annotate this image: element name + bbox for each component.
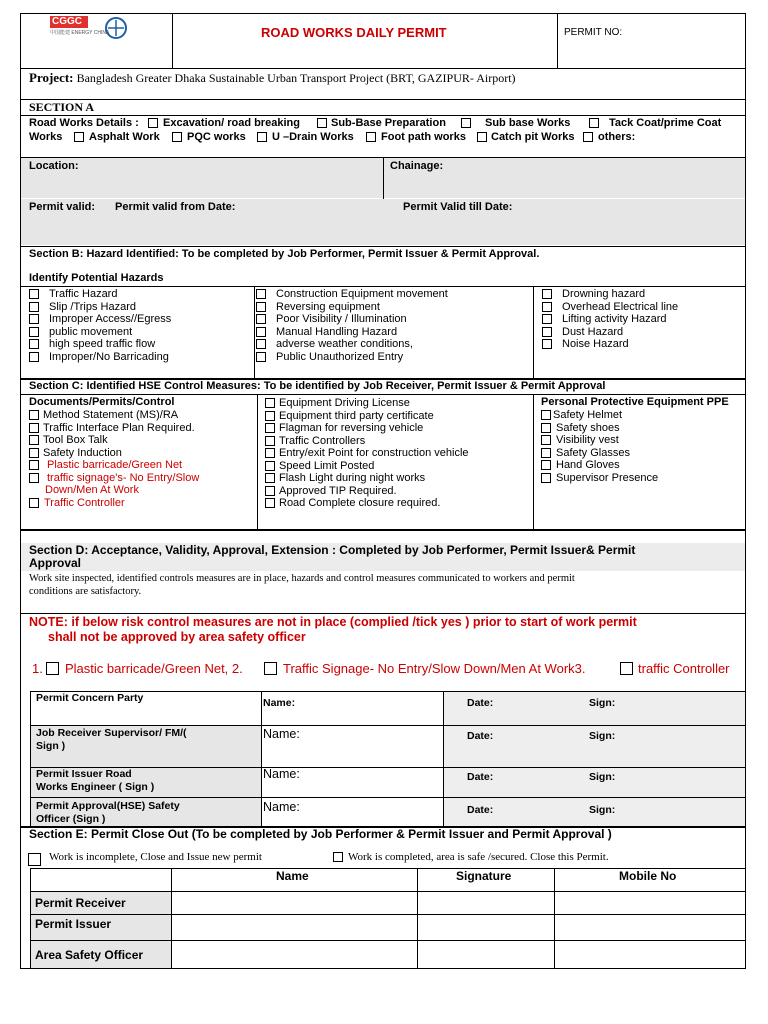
control-item[interactable] (29, 459, 254, 472)
control-label: Road Complete closure required. (279, 497, 441, 509)
ppe-checkbox[interactable] (541, 460, 551, 470)
control-label: Method Statement (MS)/RA (43, 409, 179, 421)
control-label: Traffic Controller (44, 496, 125, 509)
road-works-label: Road Works Details : (29, 117, 139, 129)
ppe-label: Visibility vest (556, 434, 619, 446)
permit-no-label: PERMIT NO: (564, 27, 623, 38)
checkbox-others[interactable] (583, 132, 593, 142)
control-checkbox[interactable] (265, 423, 275, 433)
control-label: Traffic Interface Plan Required. (43, 421, 195, 434)
work-sub-base-preparation: Sub-Base Preparation (331, 117, 446, 129)
ppe-item[interactable] (541, 422, 741, 435)
control-item[interactable] (265, 472, 530, 485)
hazard-item[interactable] (256, 313, 531, 326)
party-label: Permit Approval(HSE) Safety (36, 800, 180, 812)
hazard-label: Improper Access//Egress (49, 313, 172, 325)
hazard-checkbox[interactable] (256, 314, 266, 324)
measure-checkbox-3[interactable] (620, 662, 633, 675)
control-item[interactable] (265, 410, 530, 423)
hazard-label: Construction Equipment movement (276, 288, 448, 300)
work-foot-path: Foot path works (381, 131, 466, 143)
col-mobile-header: Mobile No (619, 869, 677, 883)
control-list-1 (29, 409, 254, 509)
hazard-label: Overhead Electrical line (562, 300, 679, 313)
measure-checkbox-2[interactable] (264, 662, 277, 675)
hazard-label: public movement (49, 325, 133, 338)
hazard-checkbox[interactable] (542, 302, 552, 312)
hazard-checkbox[interactable] (542, 339, 552, 349)
control-item[interactable] (265, 422, 530, 435)
ppe-label: Safety Glasses (556, 446, 630, 459)
hazard-label: Traffic Hazard (49, 288, 118, 300)
control-label: Flash Light during night works (279, 472, 426, 484)
valid-till-label: Permit Valid till Date: (403, 201, 513, 213)
closeout-row-label: Permit Issuer (35, 917, 112, 931)
hazard-checkbox[interactable] (29, 339, 39, 349)
hazard-item[interactable] (256, 338, 531, 351)
hazard-label: high speed traffic flow (49, 338, 156, 350)
section-d-title: Section D: Acceptance, Validity, Approval, Extension : Completed by Job Performer, Permit Issuer& Permit (29, 543, 636, 557)
party-label: Permit Issuer Road (36, 768, 132, 780)
control-checkbox[interactable] (265, 436, 275, 446)
section-b-title: Section B: Hazard Identified: To be completed by Job Performer, Permit Issuer & Permit Approval. (29, 248, 540, 260)
section-d-statement-2: conditions are satisfactory. (29, 586, 142, 597)
control-label: Speed Limit Posted (279, 459, 375, 472)
control-item[interactable] (265, 447, 530, 460)
date-field[interactable]: Date: (467, 804, 494, 816)
hazard-label: Drowning hazard (562, 288, 646, 300)
control-label: Approved TIP Required. (279, 484, 397, 497)
section-a-title: SECTION A (29, 100, 95, 114)
ppe-checkbox[interactable] (541, 448, 551, 458)
control-item[interactable] (265, 460, 530, 473)
checkbox-sub-base-works[interactable] (461, 118, 471, 128)
date-field[interactable]: Date: (467, 697, 494, 709)
section-d-statement: Work site inspected, identified controls measures are in place, hazards and control measures communicated to workers and permit (29, 573, 575, 584)
closeout-signature-cell[interactable] (418, 892, 553, 914)
hazard-item[interactable] (29, 351, 249, 364)
section-c-title: Section C: Identified HSE Control Measures: To be identified by Job Receiver, Permit Issuer & Permit Approval (29, 380, 606, 392)
checkbox-asphalt-work[interactable] (74, 132, 84, 142)
hazard-label: adverse weather conditions, (276, 338, 413, 350)
control-label: Down/Men At Work (45, 484, 139, 496)
measure-3: traffic Controller (638, 661, 730, 676)
party-label: Job Receiver Supervisor/ FM/( (36, 727, 187, 739)
work-pqc: PQC works (187, 131, 246, 143)
col-signature-header: Signature (456, 869, 512, 883)
checkbox-excavation[interactable] (148, 118, 158, 128)
measure-checkbox-1[interactable] (46, 662, 59, 675)
date-field[interactable]: Date: (467, 771, 494, 783)
ppe-item[interactable] (541, 472, 741, 485)
documents-header: Documents/Permits/Control (29, 396, 175, 408)
control-checkbox[interactable] (29, 498, 39, 508)
control-checkbox[interactable] (265, 461, 275, 471)
hazard-checkbox[interactable] (29, 302, 39, 312)
ppe-label: Safety Helmet (553, 409, 623, 421)
form-title: ROAD WORKS DAILY PERMIT (261, 25, 447, 40)
section-d-title-2: Approval (29, 556, 82, 570)
hazard-checkbox[interactable] (256, 339, 266, 349)
hazard-item[interactable] (256, 351, 531, 364)
control-checkbox[interactable] (265, 486, 275, 496)
control-item[interactable] (265, 497, 530, 510)
control-checkbox[interactable] (29, 448, 39, 458)
option-incomplete: Work is incomplete, Close and Issue new permit (49, 851, 262, 863)
control-checkbox[interactable] (29, 410, 39, 420)
control-item[interactable] (29, 422, 254, 435)
measure-2: Traffic Signage- No Entry/Slow Down/Men At Work3. (283, 661, 586, 676)
name-field[interactable]: Name: (263, 697, 296, 709)
control-label: Entry/exit Point for construction vehicle (279, 447, 469, 459)
control-label: Tool Box Talk (43, 434, 108, 446)
hazard-item[interactable] (29, 288, 249, 301)
hazard-item[interactable] (256, 326, 531, 339)
hazard-checkbox[interactable] (542, 327, 552, 337)
control-item-continued (29, 484, 254, 497)
valid-from-label: Permit valid from Date: (115, 201, 236, 213)
checkbox-tack-coat[interactable] (589, 118, 599, 128)
hazard-checkbox[interactable] (542, 314, 552, 324)
hazard-label: Noise Hazard (562, 338, 629, 350)
hazard-list-3 (542, 288, 742, 351)
permit-valid-label: Permit valid: (29, 201, 96, 213)
logo-text: CGGC (52, 16, 82, 27)
hazard-item[interactable] (256, 301, 531, 314)
work-sub-base-works: Sub base Works (485, 117, 571, 129)
work-others: others: (598, 131, 636, 143)
closeout-name-cell[interactable] (172, 892, 416, 914)
date-field[interactable]: Date: (467, 730, 494, 742)
hazard-checkbox[interactable] (256, 289, 266, 299)
ppe-label: Safety shoes (556, 421, 620, 434)
hazard-item[interactable] (542, 338, 742, 351)
party-label: Permit Concern Party (36, 692, 144, 704)
control-item[interactable] (29, 434, 254, 447)
control-item[interactable] (29, 472, 254, 485)
option-completed: Work is completed, area is safe /secured. Close this Permit. (348, 851, 609, 863)
hazard-checkbox[interactable] (29, 352, 39, 362)
work-asphalt: Asphalt Work (89, 131, 160, 143)
identify-hazards-label: Identify Potential Hazards (29, 272, 164, 284)
control-checkbox[interactable] (29, 473, 39, 483)
control-label: traffic signage's- No Entry/Slow (47, 471, 200, 484)
hazard-label: Improper/No Barricading (49, 350, 169, 363)
control-checkbox[interactable] (265, 398, 275, 408)
control-checkbox[interactable] (29, 423, 39, 433)
risk-note-2: shall not be approved by area safety officer (48, 630, 306, 644)
hazard-checkbox[interactable] (256, 352, 266, 362)
closeout-mobile-cell[interactable] (555, 892, 744, 914)
hazard-checkbox[interactable] (256, 327, 266, 337)
ppe-checkbox[interactable] (541, 435, 551, 445)
control-item[interactable] (265, 485, 530, 498)
control-item[interactable] (265, 397, 530, 410)
hazard-item[interactable] (29, 301, 249, 314)
hazard-label: Dust Hazard (562, 325, 624, 338)
control-checkbox[interactable] (265, 473, 275, 483)
section-e-title: Section E: Permit Close Out (To be completed by Job Performer & Permit Issuer and Permit Approval ) (29, 827, 612, 841)
project-label: Project: (29, 70, 74, 85)
name-field[interactable]: Name: (263, 727, 300, 741)
checkbox-sub-base-preparation[interactable] (317, 118, 327, 128)
control-checkbox[interactable] (265, 448, 275, 458)
checkbox-pqc-works[interactable] (172, 132, 182, 142)
hazard-checkbox[interactable] (542, 289, 552, 299)
work-u-drain: U –Drain Works (272, 131, 354, 143)
company-logo (50, 16, 130, 44)
sign-field[interactable]: Sign: (589, 730, 616, 742)
checkbox-completed[interactable] (333, 852, 343, 862)
ppe-checkbox[interactable] (541, 423, 551, 433)
hazard-item[interactable] (256, 288, 531, 301)
hazard-item[interactable] (542, 313, 742, 326)
project-line (29, 71, 516, 86)
ppe-checkbox[interactable] (541, 410, 551, 420)
ppe-checkbox[interactable] (541, 473, 551, 483)
works-prefix: Works (29, 131, 63, 143)
checkbox-u-drain[interactable] (257, 132, 267, 142)
party-label-2: Works Engineer ( Sign ) (36, 781, 155, 793)
closeout-row-label: Area Safety Officer (35, 948, 144, 962)
permit-no-field[interactable] (630, 16, 742, 64)
measure-1: Plastic barricade/Green Net, 2. (65, 661, 243, 676)
col-name-header: Name (276, 869, 309, 883)
control-checkbox[interactable] (29, 460, 39, 470)
logo-subtext: 中国能建 ENERGY CHINA (50, 30, 110, 36)
work-catch-pit: Catch pit Works (491, 131, 575, 143)
work-excavation: Excavation/ road breaking (163, 117, 300, 129)
hazard-checkbox[interactable] (256, 302, 266, 312)
hazard-checkbox[interactable] (29, 327, 39, 337)
control-label: Equipment third party certificate (279, 409, 434, 422)
control-checkbox[interactable] (265, 411, 275, 421)
ppe-item[interactable] (541, 434, 741, 447)
ppe-header: Personal Protective Equipment PPE (541, 396, 729, 408)
ppe-label: Hand Gloves (556, 459, 620, 471)
hazard-item[interactable] (29, 326, 249, 339)
hazard-label: Manual Handling Hazard (276, 325, 398, 338)
control-checkbox[interactable] (265, 498, 275, 508)
hazard-label: Reversing equipment (276, 300, 380, 313)
control-item[interactable] (29, 447, 254, 460)
project-value: Bangladesh Greater Dhaka Sustainable Urban Transport Project (BRT, GAZIPUR- Airport) (76, 71, 516, 85)
control-label: Safety Induction (43, 446, 122, 459)
ppe-list (541, 409, 741, 484)
ppe-item[interactable] (541, 459, 741, 472)
checkbox-foot-path[interactable] (366, 132, 376, 142)
hazard-label: Slip /Trips Hazard (49, 300, 137, 313)
hazard-label: Poor Visibility / Illumination (276, 313, 407, 325)
hazard-item[interactable] (542, 301, 742, 314)
hazard-checkbox[interactable] (29, 289, 39, 299)
control-item[interactable] (29, 497, 254, 510)
hazard-item[interactable] (542, 326, 742, 339)
hazard-item[interactable] (29, 338, 249, 351)
control-label: Traffic Controllers (279, 434, 366, 447)
sign-field[interactable]: Sign: (589, 697, 616, 709)
ppe-label: Supervisor Presence (556, 471, 659, 484)
control-label: Plastic barricade/Green Net (47, 459, 183, 471)
measure-prefix: 1. (32, 661, 43, 676)
hazard-label: Public Unauthorized Entry (276, 350, 404, 363)
name-field[interactable]: Name: (263, 767, 300, 781)
control-checkbox[interactable] (29, 435, 39, 445)
sign-field[interactable]: Sign: (589, 771, 616, 783)
checkbox-catch-pit[interactable] (477, 132, 487, 142)
control-item[interactable] (29, 409, 254, 422)
hazard-list-2 (256, 288, 531, 363)
hazard-list-1 (29, 288, 249, 363)
ppe-item[interactable] (541, 447, 741, 460)
chainage-label: Chainage: (390, 160, 444, 172)
control-label: Equipment Driving License (279, 397, 410, 409)
party-label-2: Officer (Sign ) (36, 813, 106, 825)
hazard-item[interactable] (542, 288, 742, 301)
hazard-label: Lifting activity Hazard (562, 313, 667, 325)
location-label: Location: (29, 160, 79, 172)
name-field[interactable]: Name: (263, 800, 300, 814)
hazard-checkbox[interactable] (29, 314, 39, 324)
hazard-item[interactable] (29, 313, 249, 326)
risk-note: NOTE: if below risk control measures are not in place (complied /tick yes ) prior to start of work permit (29, 615, 637, 629)
control-label: Flagman for reversing vehicle (279, 422, 424, 434)
control-list-2 (265, 397, 530, 510)
control-item[interactable] (265, 435, 530, 448)
work-tack-coat: Tack Coat/prime Coat (609, 117, 722, 129)
ppe-item[interactable] (541, 409, 741, 422)
closeout-row-label: Permit Receiver (35, 896, 126, 910)
party-label-2: Sign ) (36, 740, 66, 752)
checkbox-incomplete[interactable] (28, 853, 41, 866)
sign-field[interactable]: Sign: (589, 804, 616, 816)
